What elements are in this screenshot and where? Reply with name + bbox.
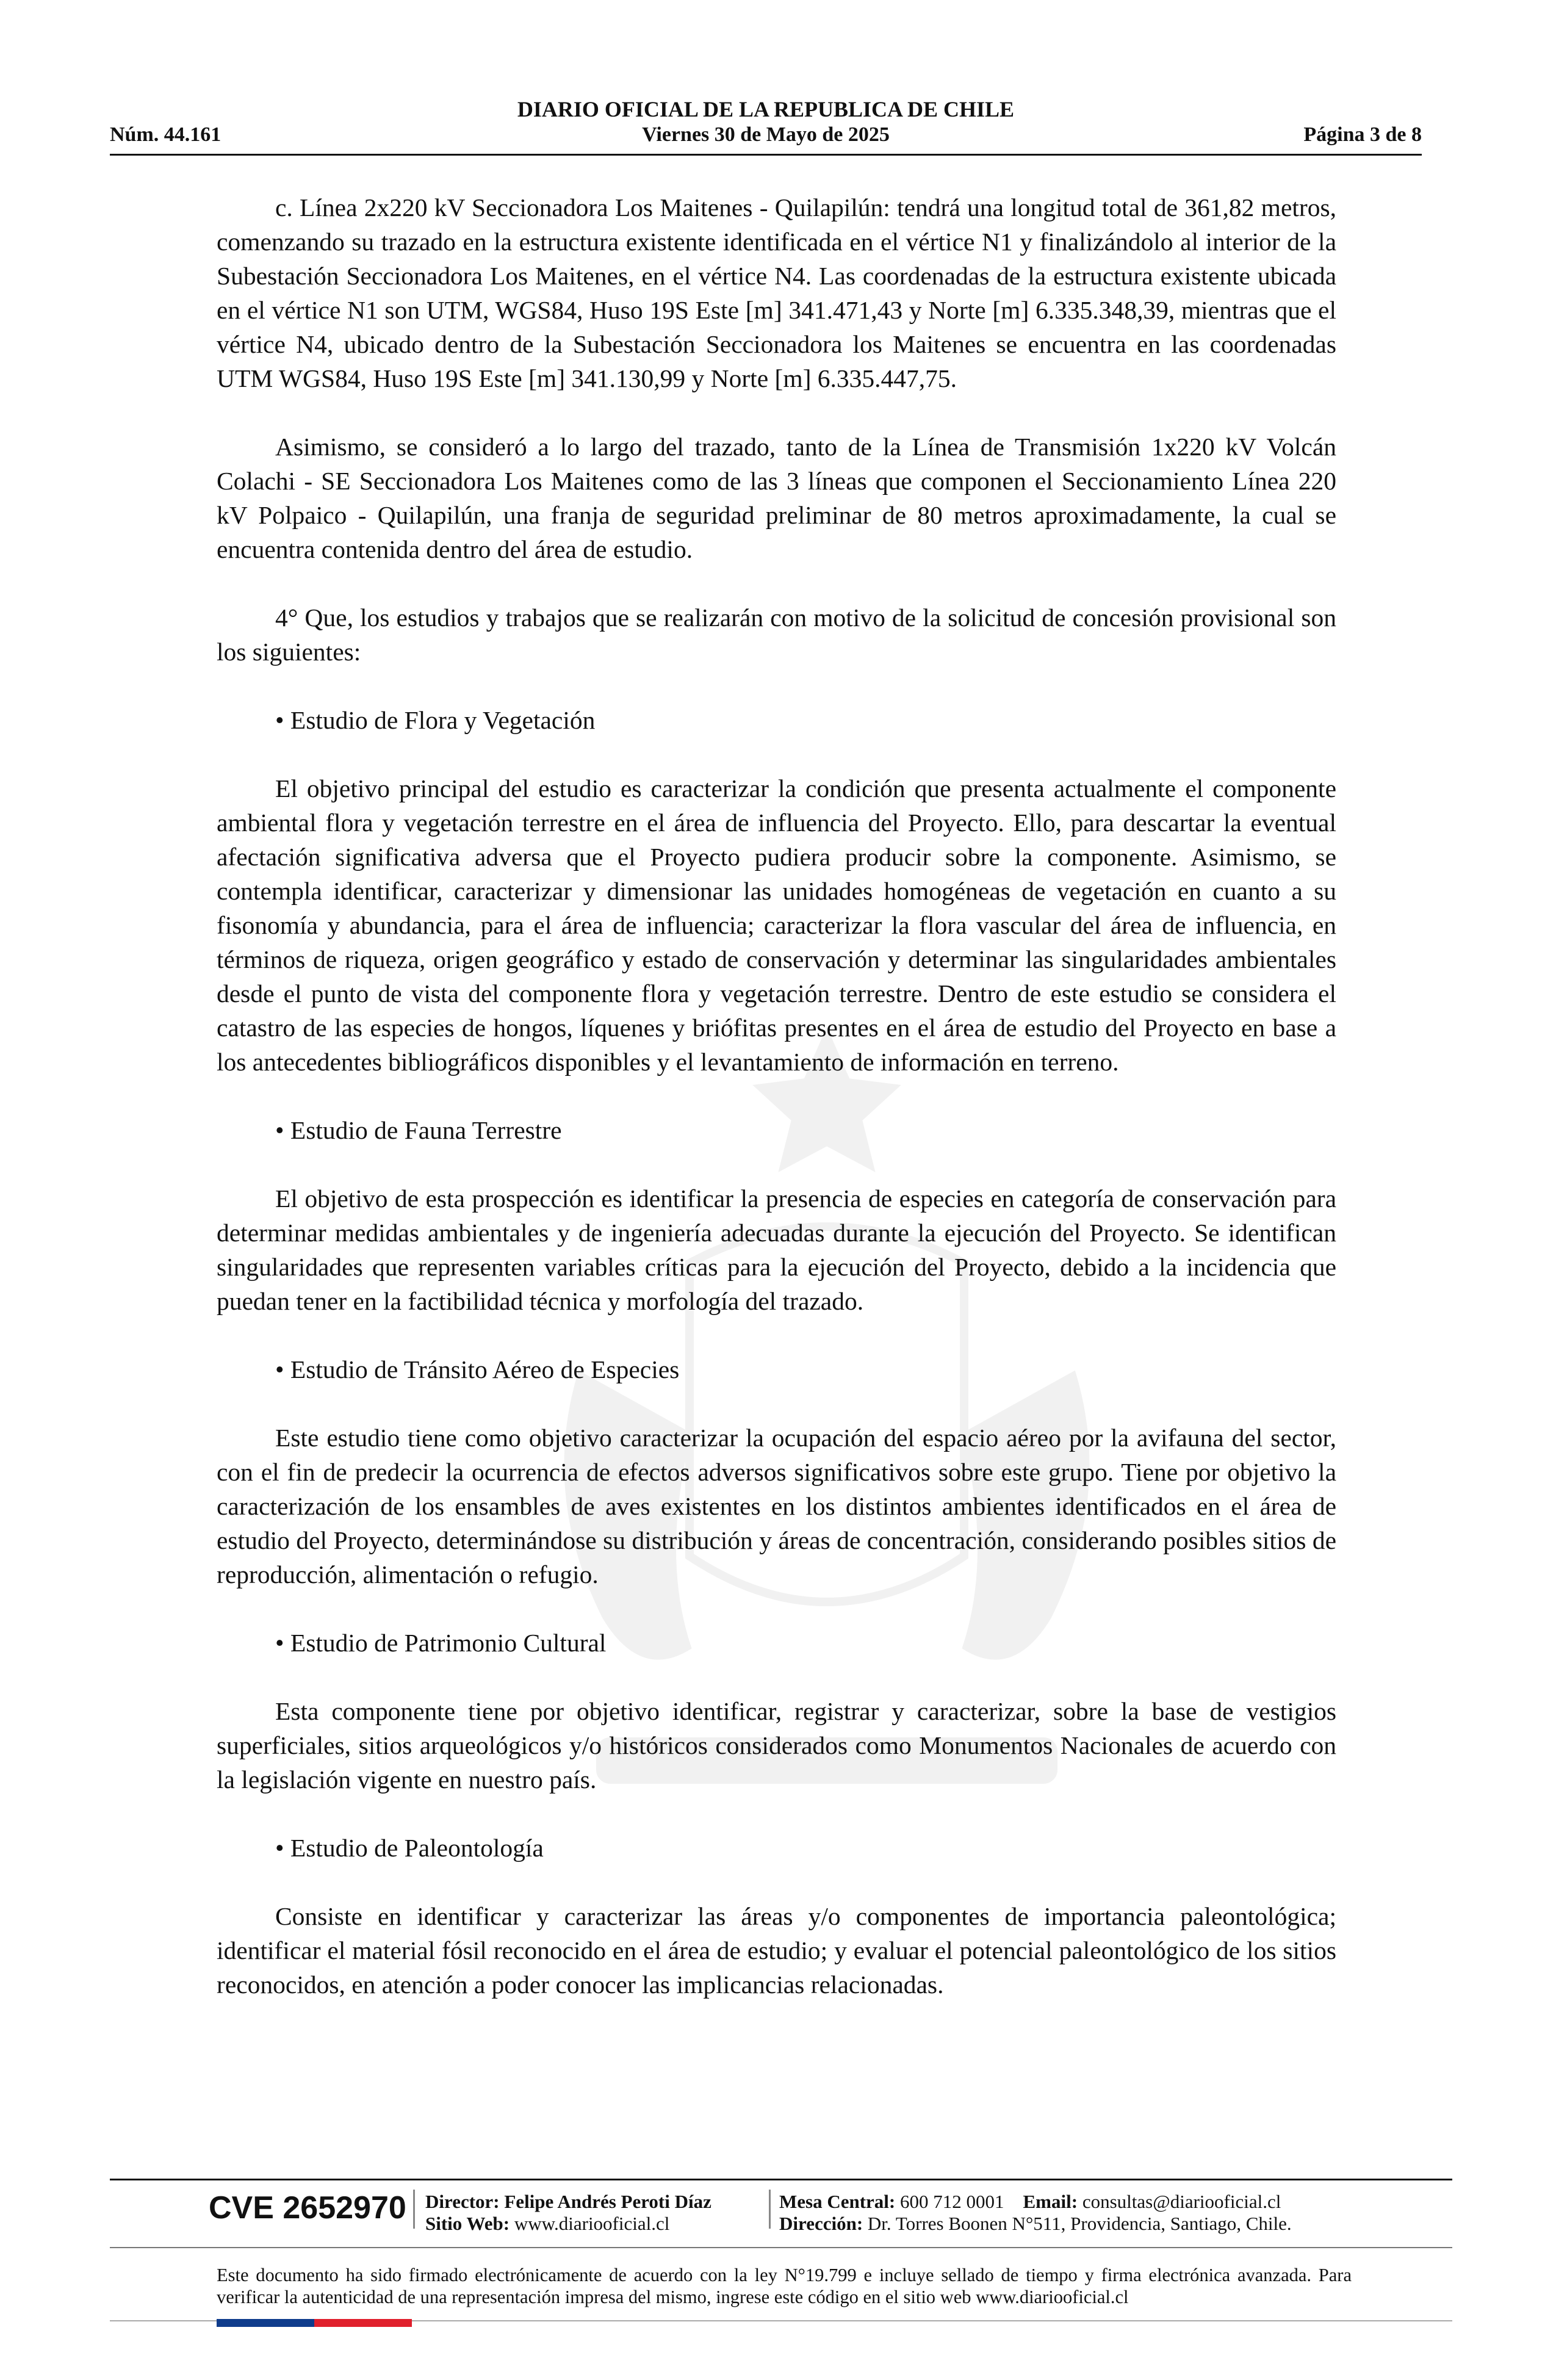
page-number: Página 3 de 8 xyxy=(1303,123,1422,146)
paragraph-patrimonio-cultural: Esta componente tiene por objetivo identificar, registrar y caracterizar, sobre la base de vestigios superficiales, sitios arqueológicos y/o históricos considerados como Monumentos Nacionales de acuerdo con la legislación vigente en nuestro país. xyxy=(217,1697,1336,1794)
issue-number: Núm. 44.161 xyxy=(110,123,222,146)
document-body xyxy=(217,190,1336,2036)
footer-divider-top xyxy=(110,2179,1452,2180)
heading-transito-aereo: • Estudio de Tránsito Aéreo de Especies xyxy=(275,1355,680,1383)
footer-director-block xyxy=(425,2191,711,2235)
newspaper-title: DIARIO OFICIAL DE LA REPUBLICA DE CHILE xyxy=(517,97,1015,121)
footer-divider-middle xyxy=(110,2247,1452,2248)
paragraph-paleontologia: Consiste en identificar y caracterizar las áreas y/o componentes de importancia paleontológica; identificar el material fósil reconocido en el área de estudio; y evaluar el potencial paleontológico de los sitios reconocidos, en atención a poder conocer las implicancias relacionadas. xyxy=(217,1902,1336,1999)
email-label: Email: xyxy=(1023,2191,1078,2212)
issue-date: Viernes 30 de Mayo de 2025 xyxy=(642,123,890,146)
website-label: Sitio Web: xyxy=(425,2213,510,2234)
director-name: Felipe Andrés Peroti Díaz xyxy=(504,2191,711,2212)
email-link[interactable]: consultas@diariooficial.cl xyxy=(1082,2191,1281,2212)
flag-bar-red xyxy=(314,2319,412,2327)
phone-label: Mesa Central: xyxy=(779,2191,896,2212)
heading-fauna-terrestre: • Estudio de Fauna Terrestre xyxy=(275,1116,562,1144)
header-divider xyxy=(110,154,1422,156)
phone-number: 600 712 0001 xyxy=(900,2191,1004,2212)
page-footer xyxy=(110,2179,1452,2325)
paragraph-linea-maitenes-quilapilun: c. Línea 2x220 kV Seccionadora Los Maitenes - Quilapilún: tendrá una longitud total de 361,82 metros, comenzando su trazado en la estructura existente identificada en el vértice N1 y finalizándolo al interior de la Subestación Seccionadora Los Maitenes, en el vértice N4. Las coordenadas de la estructura existente ubicada en el vértice N1 son UTM, WGS84, Huso 19S Este [m] 341.471,43 y Norte [m] 6.335.348,39, mientras que el vértice N4, ubicado dentro de la Subestación Seccionadora los Maitenes se encuentra en las coordenadas UTM WGS84, Huso 19S Este [m] 341.130,99 y Norte [m] 6.335.447,75. xyxy=(217,193,1336,392)
paragraph-franja-seguridad: Asimismo, se consideró a lo largo del trazado, tanto de la Línea de Transmisión 1x220 kV Volcán Colachi - SE Seccionadora Los Maitenes como de las 3 líneas que componen el Seccionamiento Línea 220 kV Polpaico - Quilapilún, una franja de seguridad preliminar de 80 metros aproximadamente, la cual se encuentra contenida dentro del área de estudio. xyxy=(217,433,1336,563)
website-link[interactable]: www.diariooficial.cl xyxy=(514,2213,670,2234)
address-label: Dirección: xyxy=(779,2213,863,2234)
footer-contact-block xyxy=(779,2191,1292,2235)
director-label: Director: xyxy=(425,2191,500,2212)
address-value: Dr. Torres Boonen N°511, Providencia, Santiago, Chile. xyxy=(867,2213,1292,2234)
electronic-signature-notice: Este documento ha sido firmado electrónicamente de acuerdo con la ley N°19.799 e incluye sellado de tiempo y firma electrónica avanzada. Para verificar la autenticidad de una representación impresa del mismo, ingrese este código en el sitio web www.diariooficial.cl xyxy=(217,2265,1352,2307)
footer-separator xyxy=(413,2190,415,2229)
paragraph-transito-aereo: Este estudio tiene como objetivo caracterizar la ocupación del espacio aéreo por la avifauna del sector, con el fin de predecir la ocurrencia de efectos adversos significativos sobre este grupo. Tiene por objetivo la caracterización de los ensambles de aves existentes en los distintos ambientes identificados en el área de estudio del Proyecto, determinándose su distribución y áreas de concentración, considerando posibles sitios de reproducción, alimentación o refugio. xyxy=(217,1424,1336,1588)
heading-paleontologia: • Estudio de Paleontología xyxy=(275,1834,544,1862)
heading-flora-vegetacion: • Estudio de Flora y Vegetación xyxy=(275,706,596,734)
paragraph-fauna-terrestre: El objetivo de esta prospección es identificar la presencia de especies en categoría de conservación para determinar medidas ambientales y de ingeniería adecuadas durante la ejecución del Proyecto. Se identifican singularidades que representen variables críticas para la ejecución del Proyecto, debido a la incidencia que puedan tener en la factibilidad técnica y morfología del trazado. xyxy=(217,1185,1336,1315)
page-header xyxy=(110,92,1422,159)
paragraph-considerando-4: 4° Que, los estudios y trabajos que se realizarán con motivo de la solicitud de concesión provisional son los siguientes: xyxy=(217,604,1336,666)
paragraph-flora-vegetacion: El objetivo principal del estudio es caracterizar la condición que presenta actualmente el componente ambiental flora y vegetación terrestre en el área de influencia del Proyecto. Ello, para descartar la eventual afectación significativa adversa que el Proyecto pudiera producir sobre la componente. Asimismo, se contempla identificar, caracterizar y dimensionar las unidades homogéneas de vegetación en cuanto a su fisonomía y abundancia, para el área de influencia; caracterizar la flora vascular del área de influencia, en términos de riqueza, origen geográfico y estado de conservación y determinar las singularidades ambientales desde el punto de vista del componente flora y vegetación terrestre. Dentro de este estudio se considera el catastro de las especies de hongos, líquenes y briófitas presentes en el área de estudio del Proyecto en base a los antecedentes bibliográficos disponibles y el levantamiento de información en terreno. xyxy=(217,774,1336,1076)
flag-bar-blue xyxy=(217,2319,314,2327)
heading-patrimonio-cultural: • Estudio de Patrimonio Cultural xyxy=(275,1629,607,1657)
cve-code: CVE 2652970 xyxy=(209,2190,406,2226)
footer-separator xyxy=(769,2190,771,2229)
